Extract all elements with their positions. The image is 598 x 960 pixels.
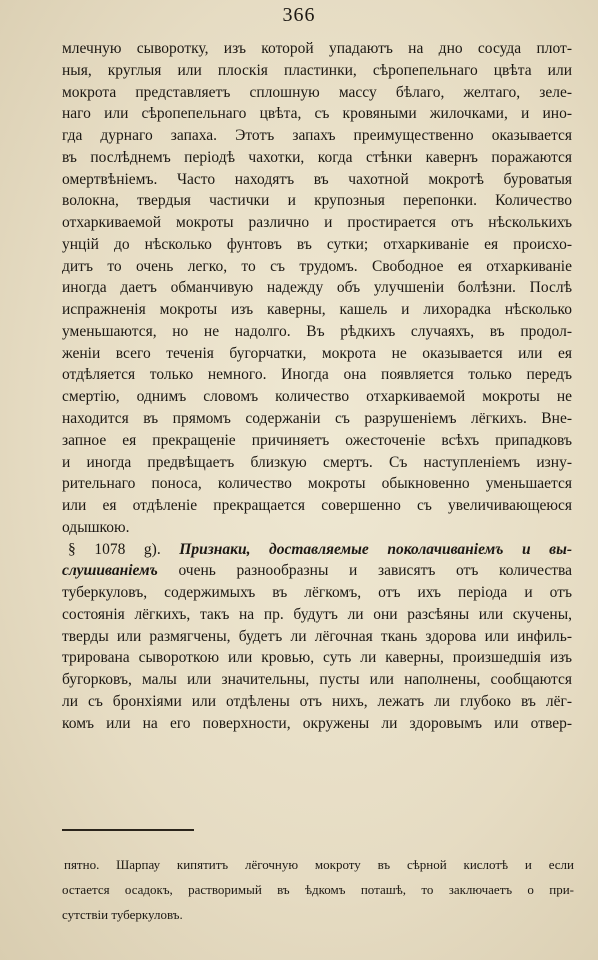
text-line: рительнаго поноса, количество мокроты обыкновенно уменьшается [62, 475, 572, 493]
text-line: мокрота представляетъ сплошную массу бѣлаго, желтаго, зеле- [62, 83, 572, 101]
text-line: уменьшаются, но не надолго. Въ рѣдкихъ случаяхъ, въ продол- [62, 322, 572, 340]
text-line: смертію, однимъ словомъ количество отхаркиваемой мокроты не [62, 388, 572, 406]
text-line: въ послѣднемъ періодѣ чахотки, когда стѣнки кавернъ поражаются [62, 148, 572, 166]
main-text [62, 38, 572, 735]
text-line: трирована сывороткою или кровью, суть ли каверны, произшедшія изъ [62, 649, 572, 667]
text-line: тверды или размягчены, будетъ ли лёгочная ткань здорова или инфиль- [62, 627, 572, 645]
text-line: наго или сѣропепельнаго цвѣта, съ кровяными жилочками, и ино- [62, 105, 572, 123]
footnote-line: сутствіи туберкуловъ. [62, 907, 183, 922]
text-line: ныя, круглыя или плоскія пластинки, сѣропепельнаго цвѣта или [62, 61, 572, 79]
text-line: ли съ бронхіями или отдѣлены отъ нихъ, лежатъ ли глубоко въ лёг- [62, 692, 572, 710]
text-line: дитъ то очень легко, то съ трудомъ. Свободное ея отхаркиваніе [62, 257, 572, 275]
footnote-line: остается осадокъ, растворимый въ ѣдкомъ поташѣ, то заключаетъ о при- [62, 882, 574, 897]
text-line: иногда даетъ обманчивую надежду объ улучшеніи болѣзни. Послѣ [62, 279, 572, 297]
text-line: и иногда предвѣщаетъ близкую смертъ. Съ наступленіемъ изну- [62, 453, 572, 471]
text-line: унцій до нѣсколько фунтовъ въ сутки; отхаркиваніе ея происхо- [62, 235, 572, 253]
section-text: очень разнообразны и зависятъ отъ количества [178, 562, 572, 580]
text-line: волокна, твердыя частички и крупозныя перепонки. Количество [62, 192, 572, 210]
text-line: находится въ прямомъ содержаніи съ разрушеніемъ лёгкихъ. Вне- [62, 410, 572, 428]
footnote-line: пятно. Шарпау кипятитъ лёгочную мокроту въ сѣрной кислотѣ и если [64, 857, 574, 872]
section-heading: Признаки, доставляемые поколачиваніемъ и вы- [179, 540, 572, 558]
text-line: отхаркиваемой мокроты различно и простирается отъ нѣсколькихъ [62, 214, 572, 232]
page-number: 366 [282, 4, 316, 26]
text-line: бугорковъ, малы или значительны, пусты или наполнены, сообщаются [62, 671, 572, 689]
footnote [62, 852, 574, 927]
text-line: испражненія мокроты изъ каверны, кашель и лихорадка нѣсколько [62, 301, 572, 319]
text-line [62, 560, 572, 582]
section-number: § 1078 g). [68, 540, 161, 558]
footnote-divider [62, 829, 194, 831]
text-line: отдѣляется только немного. Иногда она появляется только передъ [62, 366, 572, 384]
text-line: запное ея прекращеніе причиняетъ ожесточеніе всѣхъ припадковъ [62, 431, 572, 449]
text-line: гда дурнаго запаха. Этотъ запахъ преимущественно оказывается [62, 127, 572, 145]
text-line: комъ или на его поверхности, окружены ли здоровымъ или отвер- [62, 714, 572, 732]
text-line: туберкуловъ, содержимыхъ въ лёгкомъ, отъ ихъ періода и отъ [62, 584, 572, 602]
text-line: или ея отдѣленіе прекращается совершенно съ увеличивающеюся [62, 497, 572, 515]
text-line: млечную сыворотку, изъ которой упадаютъ на дно сосуда плот- [62, 40, 572, 57]
text-line: омертвѣніемъ. Часто находятъ въ чахотной мокротѣ буроватыя [62, 170, 572, 188]
text-line: одышкою. [62, 518, 130, 536]
section-heading-line [62, 539, 572, 561]
section-heading-continuation: слушиваніемъ [62, 562, 158, 580]
text-line: женіи всего теченія бугорчатки, мокрота не оказывается или ея [62, 344, 572, 362]
text-line: состоянія лёгкихъ, такъ на пр. будутъ ли они разсѣяны или скучены, [62, 605, 572, 623]
